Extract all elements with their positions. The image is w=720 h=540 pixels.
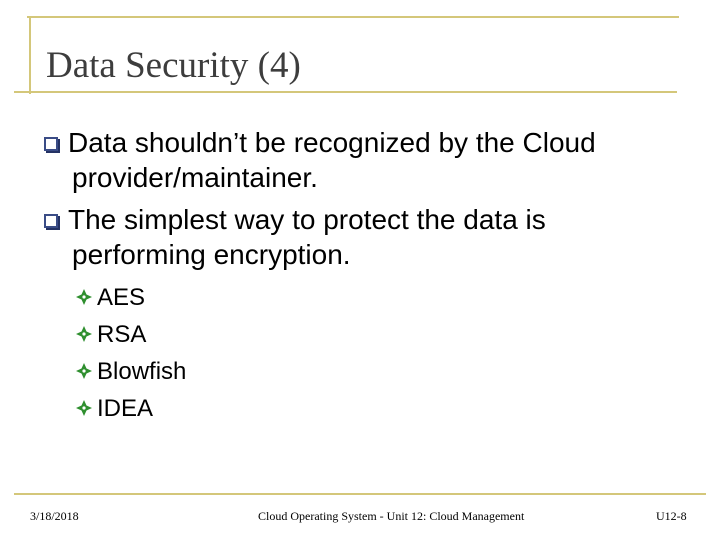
sub-bullet-label: IDEA <box>97 395 154 422</box>
bullet-item-2-line-1: The simplest way to protect the data is <box>68 204 546 235</box>
sub-bullet-label: Blowfish <box>97 358 187 385</box>
bullet-item-2-line-2: performing encryption. <box>72 239 351 270</box>
sub-bullet-label: AES <box>97 284 146 311</box>
footer-divider-line <box>14 493 706 495</box>
sub-bullet-item <box>75 320 146 350</box>
bullet-item-1-line-1: Data shouldn’t be recognized by the Cloud <box>68 127 596 158</box>
diamond-bullet-icon <box>75 325 93 343</box>
footer-date: 3/18/2018 <box>30 509 79 523</box>
footer-title: Cloud Operating System - Unit 12: Cloud Management <box>258 509 525 523</box>
square-bullet-icon <box>44 137 58 151</box>
square-bullet-icon <box>44 214 58 228</box>
diamond-bullet-icon <box>75 288 93 306</box>
diamond-bullet-icon <box>75 362 93 380</box>
sub-bullet-label: RSA <box>97 321 147 348</box>
bullet-item-1 <box>44 125 596 195</box>
footer-page-number: U12-8 <box>656 509 687 523</box>
slide-title: Data Security (4) <box>46 45 301 86</box>
sub-bullet-item <box>75 283 145 313</box>
sub-bullet-item <box>75 357 186 387</box>
sub-bullet-item <box>75 394 153 424</box>
title-divider-line <box>14 91 677 93</box>
bullet-item-1-line-2: provider/maintainer. <box>72 162 318 193</box>
decorative-line-left <box>29 16 31 94</box>
diamond-bullet-icon <box>75 399 93 417</box>
bullet-item-2 <box>44 202 546 272</box>
decorative-line-top <box>27 16 679 18</box>
